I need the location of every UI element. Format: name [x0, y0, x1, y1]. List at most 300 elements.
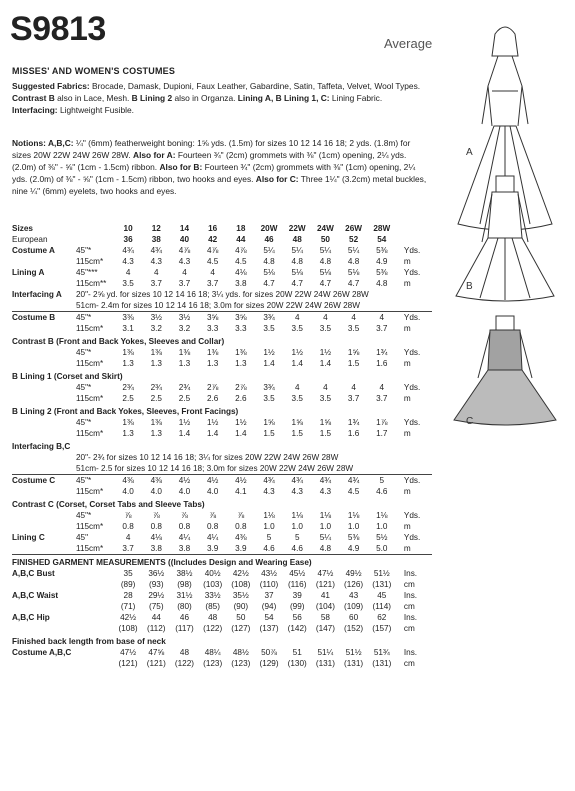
table-cell: 5¼	[347, 246, 360, 255]
table-row	[12, 658, 432, 669]
table-cell: 4.6	[291, 544, 303, 553]
european-size: 42	[208, 235, 218, 244]
table-cell: 1.3	[206, 359, 219, 368]
row-label	[12, 543, 76, 555]
table-cell: 1⅝	[347, 348, 360, 357]
table-cell: 4.8	[347, 257, 360, 266]
table-cell: 4	[368, 312, 396, 324]
size-header: 16	[208, 224, 218, 233]
table-cell: 2.5	[178, 394, 191, 403]
table-cell: 4¾	[122, 246, 134, 255]
table-cell: 2⅞	[206, 383, 219, 392]
table-row	[12, 312, 432, 324]
unit-cell: cm	[403, 580, 415, 589]
row-label	[12, 601, 76, 612]
table-row	[12, 590, 432, 601]
note-text: 20"- 2¾ for sizes 10 12 14 16 18; 3¼ for sizes 20W 22W 24W 26W 28W	[76, 453, 339, 462]
table-cell: 4.5	[206, 257, 219, 266]
table-cell: 4	[210, 268, 215, 277]
unit-cell: Yds.	[403, 533, 421, 542]
table-cell: 4.3	[263, 487, 275, 496]
table-cell: (109)	[344, 602, 364, 611]
european-size: 40	[179, 235, 190, 244]
table-cell: 3.7	[376, 324, 388, 333]
table-cell: 1.6	[347, 429, 360, 438]
unit-cell: m	[403, 544, 411, 553]
section-row	[12, 497, 432, 510]
table-cell: 44	[151, 613, 161, 622]
table-cell: 5	[294, 533, 300, 542]
figure-c-label: C	[466, 416, 474, 427]
table-cell: 3.5	[291, 324, 303, 333]
european-size: 36	[123, 235, 133, 244]
suggested-fabrics	[12, 80, 428, 116]
table-cell: 60	[349, 613, 359, 622]
table-cell: 1¾	[376, 348, 388, 357]
contrast-b-lead: Contrast B	[12, 93, 55, 103]
table-row	[12, 543, 432, 555]
table-cell: 4¼	[206, 533, 219, 542]
fabric-width	[76, 647, 114, 658]
table-cell: 1.3	[150, 429, 162, 438]
row-label	[12, 382, 76, 393]
section-row	[12, 369, 432, 382]
fabric-width: 45"	[76, 533, 89, 542]
table-cell: 1⅛	[291, 511, 303, 520]
table-cell: 46	[179, 613, 190, 622]
table-cell: 4.6	[263, 544, 275, 553]
table-cell: 1.0	[319, 522, 332, 531]
table-cell: 4.5	[235, 257, 247, 266]
table-cell: 2¾	[178, 383, 191, 392]
table-cell: 43	[349, 591, 359, 600]
table-cell: 5⅜	[347, 533, 360, 542]
table-cell: 4.7	[263, 279, 275, 288]
table-cell: 5¼	[319, 533, 332, 542]
table-cell: 1⅜	[150, 418, 162, 427]
table-cell: 4	[283, 312, 311, 324]
table-cell: 4	[351, 383, 356, 392]
row-label	[12, 428, 76, 439]
note-row	[12, 289, 432, 300]
row-label: Costume A,B,C	[12, 648, 72, 657]
row-label	[12, 358, 76, 369]
unit-cell: Ins.	[403, 569, 418, 578]
table-cell: 2.5	[150, 394, 162, 403]
table-cell: 38½	[176, 569, 193, 578]
table-cell: 3.7	[206, 279, 219, 288]
table-cell: 48¼	[204, 648, 221, 657]
table-cell: 4.3	[178, 257, 191, 266]
table-cell: (121)	[118, 659, 138, 668]
also-a-text: Fourteen ¾" (2cm) grommets with ⅜" (1cm) opening, 2¼ yds. (2.0m) of ⅜" - ⅝" (1cm - 1.5cm) ribbon.	[12, 150, 407, 172]
table-cell: 3.9	[206, 544, 219, 553]
section-title: B Lining 1 (Corset and Skirt)	[12, 372, 123, 381]
costume-sketches	[440, 16, 570, 436]
table-cell: 1.6	[376, 359, 388, 368]
table-row	[12, 393, 432, 404]
table-cell: 5⅛	[291, 268, 303, 277]
table-cell: 4⅜	[235, 533, 247, 542]
also-c-text: Three 1¼" (3.2cm) metal buckles, nine ¼" (6mm) eyelets, two hooks and eyes.	[12, 174, 427, 196]
table-row	[12, 612, 432, 623]
fabric-width: 45"***	[76, 268, 98, 277]
fabric-width	[76, 579, 114, 590]
table-cell: 2.6	[206, 394, 219, 403]
table-cell: 1.4	[206, 429, 219, 438]
table-cell: (129)	[259, 659, 279, 668]
table-cell: 4.0	[122, 487, 134, 496]
table-cell: (127)	[231, 624, 251, 633]
table-row	[12, 568, 432, 579]
fabric-width	[76, 623, 114, 634]
row-label: Lining C	[12, 533, 45, 542]
table-cell: 35½	[232, 591, 249, 600]
table-cell: (121)	[146, 659, 166, 668]
fabric-width: 45"*	[76, 348, 92, 357]
table-cell: (131)	[344, 659, 364, 668]
section-row	[12, 404, 432, 417]
fabric-width: 115cm*	[76, 429, 104, 438]
row-label: Interfacing A	[12, 290, 62, 299]
table-cell: 4½	[170, 475, 198, 487]
row-label	[12, 510, 76, 521]
table-row	[12, 347, 432, 358]
table-cell: 1.3	[122, 429, 134, 438]
table-cell: 33½	[204, 591, 221, 600]
fabric-width: 115cm*	[76, 522, 104, 531]
fabric-width: 115cm*	[76, 544, 104, 553]
table-cell: (108)	[118, 624, 138, 633]
table-row	[12, 532, 432, 543]
table-cell: 5¼	[263, 246, 275, 255]
table-row	[12, 323, 432, 334]
row-label	[12, 486, 76, 497]
table-cell: 3.7	[178, 279, 191, 288]
table-cell: 1⅜	[122, 418, 134, 427]
table-cell: 56	[292, 613, 302, 622]
table-cell: 1⅜	[178, 348, 191, 357]
table-cell: 4.7	[291, 279, 303, 288]
table-cell: 1½	[235, 418, 247, 427]
table-cell: 31½	[176, 591, 193, 600]
table-cell: 48	[208, 613, 218, 622]
fabric-width	[76, 612, 114, 623]
european-size: 48	[292, 235, 302, 244]
table-cell: 4¾	[311, 475, 339, 487]
table-cell: 5	[266, 533, 272, 542]
interfacing-lead: Interfacing:	[12, 105, 58, 115]
table-cell: 37	[264, 591, 274, 600]
row-label: A,B,C Bust	[12, 569, 55, 578]
table-cell: 45	[377, 591, 387, 600]
table-cell: (99)	[289, 602, 305, 611]
table-cell: 4¼	[178, 533, 191, 542]
table-cell: 1⅝	[291, 418, 303, 427]
unit-cell: m	[403, 429, 411, 438]
table-cell: 3.5	[347, 324, 360, 333]
table-cell: 4.0	[178, 487, 191, 496]
table-cell: 1.4	[235, 429, 247, 438]
section-title: Finished back length from base of neck	[12, 637, 166, 646]
size-header: 14	[179, 224, 190, 233]
table-cell: 3.2	[150, 324, 162, 333]
row-label	[12, 452, 76, 463]
table-cell: 62	[377, 613, 387, 622]
costume-c-sketch	[454, 316, 556, 425]
table-cell: 1.7	[376, 429, 388, 438]
table-cell: 42½	[120, 613, 137, 622]
table-cell: 4	[154, 268, 159, 277]
table-row	[12, 256, 432, 267]
table-cell: 0.8	[122, 522, 134, 531]
fabric-width: 115cm*	[76, 394, 104, 403]
table-cell: 0.8	[150, 522, 162, 531]
table-cell: 4.0	[206, 487, 219, 496]
table-cell: 4.8	[263, 257, 275, 266]
table-cell: 1⅝	[319, 418, 332, 427]
unit-cell: cm	[403, 659, 415, 668]
table-cell: (112)	[147, 624, 166, 633]
table-cell: 3¾	[263, 383, 275, 392]
interfacing-text: Lightweight Fusible.	[59, 105, 134, 115]
table-cell: 5⅛	[319, 268, 332, 277]
sizes-spacer	[76, 223, 114, 234]
european-size: 38	[151, 235, 161, 244]
fabric-width: 45"*	[76, 418, 92, 427]
table-cell: 5¼	[291, 246, 303, 255]
size-header: 24W	[316, 224, 334, 233]
table-cell: 45½	[289, 569, 306, 578]
unit-cell: Yds.	[403, 268, 421, 277]
table-cell: 3⅝	[227, 312, 255, 324]
table-cell: 2.5	[122, 394, 134, 403]
table-cell: 5⅜	[376, 246, 388, 255]
row-label	[12, 393, 76, 404]
table-cell: 1½	[319, 348, 332, 357]
table-cell: 1.3	[178, 359, 191, 368]
table-cell: 4.8	[376, 279, 388, 288]
table-cell: 1⅝	[263, 418, 275, 427]
unit-cell: Ins.	[403, 613, 418, 622]
table-row	[12, 382, 432, 393]
table-cell: 3.5	[319, 324, 332, 333]
fabric-width: 45"*	[76, 312, 114, 324]
note-row	[12, 300, 432, 312]
unit-cell: m	[403, 279, 411, 288]
table-cell: 1.4	[319, 359, 332, 368]
table-cell: 4⅞	[206, 246, 219, 255]
table-cell: 5⅛	[347, 268, 360, 277]
size-header: 28W	[373, 224, 391, 233]
table-cell: 28	[123, 591, 133, 600]
table-cell: 3.7	[150, 279, 162, 288]
table-cell: (142)	[287, 624, 307, 633]
european-size: 50	[320, 235, 330, 244]
table-cell: 47⅝	[148, 648, 165, 657]
table-cell: 47½	[120, 648, 137, 657]
unit-cell: cm	[403, 602, 415, 611]
table-cell: (94)	[261, 602, 277, 611]
table-cell: (137)	[259, 624, 279, 633]
table-cell: 4½	[227, 475, 255, 487]
table-cell: 1⅛	[347, 511, 360, 520]
unit-cell: Yds.	[403, 383, 421, 392]
table-cell: (147)	[315, 624, 335, 633]
table-cell: (104)	[315, 602, 335, 611]
row-label: Costume A	[12, 246, 55, 255]
table-row	[12, 475, 432, 487]
unit-cell: m	[403, 257, 411, 266]
table-cell: 0.8	[206, 522, 219, 531]
unit-cell: Yds.	[403, 511, 421, 520]
notions-text: ¼" (6mm) featherweight boning: 1⅝ yds. (1.5m) for sizes 10 12 14 16 18; 2 yds. (1.8m) for sizes 20W 22W 24W 26W 28W.	[12, 138, 411, 160]
european-size: 54	[377, 235, 387, 244]
b-lining2-lead: B Lining 2	[131, 93, 173, 103]
fabrics-lead: Suggested Fabrics:	[12, 81, 90, 91]
table-cell: 1½	[178, 418, 191, 427]
table-cell: 3.5	[291, 394, 303, 403]
unit-cell: m	[403, 359, 411, 368]
table-cell: 1.0	[376, 522, 388, 531]
table-cell: 1¾	[347, 418, 360, 427]
table-cell: 4.1	[235, 487, 247, 496]
table-cell: 36½	[148, 569, 165, 578]
table-cell: 1⅛	[263, 511, 275, 520]
table-cell: 51½	[373, 569, 390, 578]
table-cell: 3.2	[178, 324, 191, 333]
notions	[12, 137, 428, 197]
table-cell: (123)	[231, 659, 251, 668]
table-cell: 5	[368, 475, 396, 487]
european-row	[12, 234, 432, 245]
table-cell: 5⅜	[376, 268, 388, 277]
table-cell: 3.7	[122, 544, 134, 553]
table-cell: 1½	[263, 348, 275, 357]
lining-text: Lining Fabric.	[331, 93, 383, 103]
table-cell: 4¾	[150, 246, 162, 255]
section-title: Contrast B (Front and Back Yokes, Sleeves and Collar)	[12, 337, 225, 346]
unit-cell: m	[403, 394, 411, 403]
table-cell: 4.3	[291, 487, 303, 496]
unit-cell: m	[403, 324, 411, 333]
table-cell: 49½	[345, 569, 362, 578]
table-cell: 48½	[232, 648, 249, 657]
table-row	[12, 601, 432, 612]
table-cell: 4.3	[150, 257, 162, 266]
table-cell: ⅞	[237, 511, 245, 520]
table-cell: 5½	[376, 533, 388, 542]
european-size: 46	[264, 235, 274, 244]
table-row	[12, 486, 432, 497]
table-cell: 51¼	[317, 648, 334, 657]
table-cell: 4⅛	[150, 533, 162, 542]
table-row	[12, 623, 432, 634]
table-cell: 3.8	[235, 279, 247, 288]
table-cell: (89)	[120, 580, 136, 589]
fabric-width: 115cm**	[76, 279, 107, 288]
table-cell: 50⅞	[261, 648, 277, 657]
table-row	[12, 428, 432, 439]
table-cell: ⅞	[181, 511, 188, 520]
table-cell: 4	[379, 383, 385, 392]
table-cell: 4¾	[340, 475, 368, 487]
yardage-table-body	[12, 223, 432, 669]
european-size: 44	[236, 235, 246, 244]
table-cell: 0.8	[235, 522, 247, 531]
also-b-lead: Also for B:	[159, 162, 203, 172]
table-cell: 1.0	[263, 522, 275, 531]
section-row	[12, 555, 432, 569]
size-header: 10	[123, 224, 133, 233]
table-cell: 1.0	[347, 522, 360, 531]
unit-cell: cm	[403, 624, 415, 633]
table-cell: (80)	[177, 602, 192, 611]
table-cell: 2⅞	[235, 383, 247, 392]
also-c-lead: Also for C:	[255, 174, 299, 184]
lining-lead: Lining A, B Lining 1, C:	[237, 93, 330, 103]
table-cell: 4½	[199, 475, 227, 487]
table-cell: 3.1	[122, 324, 134, 333]
table-cell: 42½	[232, 569, 249, 578]
table-cell: (131)	[315, 659, 335, 668]
table-row	[12, 245, 432, 256]
table-cell: (157)	[372, 624, 392, 633]
table-cell: 1.4	[263, 359, 275, 368]
table-cell: (126)	[344, 580, 364, 589]
table-cell: (110)	[259, 580, 279, 589]
table-cell: 4.8	[291, 257, 303, 266]
section-row	[12, 439, 432, 452]
row-label	[12, 300, 76, 312]
unit-cell: Yds.	[403, 418, 421, 427]
table-cell: 3.8	[178, 544, 191, 553]
fabric-width	[76, 658, 114, 669]
fabric-width: 115cm*	[76, 324, 104, 333]
table-cell: 1.5	[291, 429, 303, 438]
table-cell: 41	[320, 591, 330, 600]
table-cell: 1.3	[235, 359, 247, 368]
table-cell: 4¾	[283, 475, 311, 487]
table-row	[12, 358, 432, 369]
european-label: European	[12, 235, 48, 244]
table-cell: 4.3	[122, 257, 134, 266]
fabric-width	[76, 590, 114, 601]
table-cell: (98)	[177, 580, 192, 589]
table-cell: 1⅜	[122, 348, 134, 357]
table-cell: 1.3	[150, 359, 162, 368]
table-cell: 1.5	[347, 359, 360, 368]
table-cell: 39	[292, 591, 302, 600]
table-cell: 3.8	[150, 544, 162, 553]
table-cell: 4.5	[347, 487, 360, 496]
table-cell: 5¼	[319, 246, 332, 255]
note-row	[12, 463, 432, 475]
table-cell: 29½	[148, 591, 165, 600]
table-cell: 50	[236, 613, 246, 622]
table-cell: 4⅛	[235, 268, 247, 277]
unit-cell: Yds.	[396, 312, 432, 324]
table-cell: (116)	[287, 580, 307, 589]
contrast-b-text: also in Lace, Mesh.	[57, 93, 130, 103]
table-cell: (103)	[203, 580, 223, 589]
table-row	[12, 647, 432, 658]
table-cell: 3½	[142, 312, 170, 324]
table-cell: 3.3	[235, 324, 247, 333]
table-row	[12, 521, 432, 532]
section-title: Contrast C (Corset, Corset Tabs and Sleeve Tabs)	[12, 500, 205, 509]
fabric-width: 115cm*	[76, 487, 104, 496]
